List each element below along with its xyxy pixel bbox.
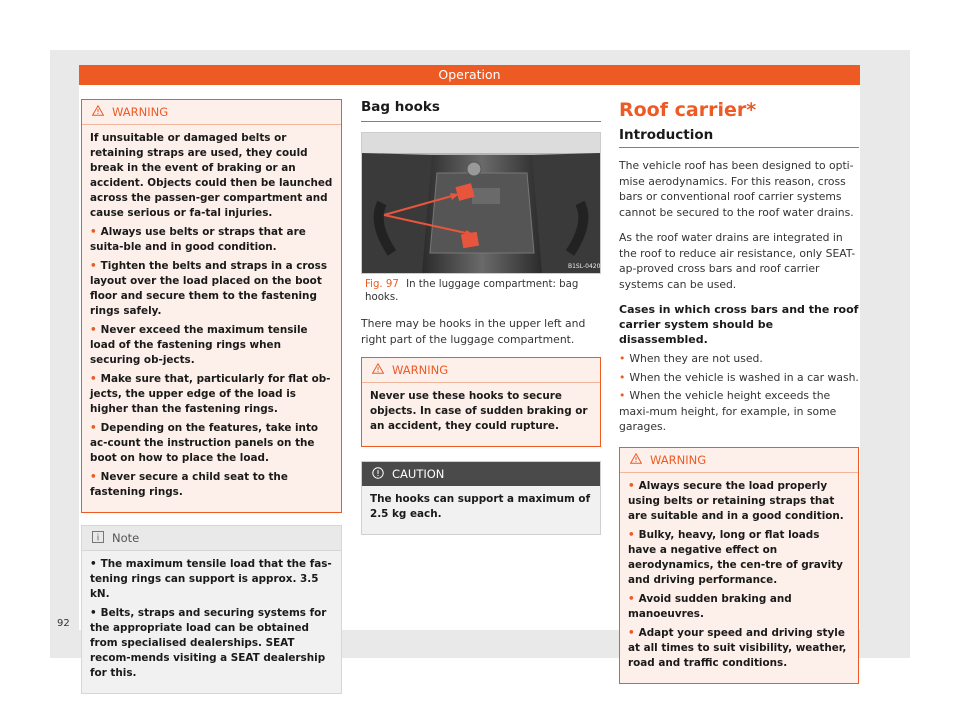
column-right (619, 99, 859, 684)
caution-header (362, 462, 600, 486)
warning-bullet: • Adapt your speed and driving style at all times to suit visibility, weather, road and traffic conditions. (628, 626, 847, 669)
subsection-title-introduction: Introduction (619, 127, 859, 148)
note-box (81, 525, 342, 694)
warning-header (82, 100, 341, 125)
caution-box (361, 461, 601, 535)
warning-bullet: • Make sure that, particularly for flat ob-jects, the upper edge of the load is higher than the fastening rings. (90, 373, 331, 415)
warning-box-roof (619, 447, 859, 684)
warning-box-hooks (361, 357, 601, 447)
note-header (82, 526, 341, 551)
warning-header (362, 358, 600, 383)
note-label: Note (112, 531, 140, 545)
caution-icon (372, 467, 384, 482)
figure-code: B1SL-0420 (568, 263, 600, 270)
warning-triangle-icon (92, 105, 104, 119)
warning-header (620, 448, 858, 473)
caution-text: The hooks can support a maximum of 2.5 kg each. (370, 493, 591, 520)
warning-triangle-icon (372, 363, 384, 377)
roof-paragraph-1: The vehicle roof has been designed to opti-mise aerodynamics. For this reason, cross bars or conventional roof carrier systems cannot be secured to the roof water drains. (619, 159, 854, 219)
warning-bullet: • Never secure a child seat to the fastening rings. (90, 471, 288, 498)
caution-label: CAUTION (392, 467, 445, 481)
luggage-compartment-photo (362, 133, 600, 273)
case-item: • When the vehicle is washed in a car wash. (619, 370, 859, 384)
warning-bullet: • Never exceed the maximum tensile load of the fastening rings when securing ob-jects. (90, 324, 308, 366)
case-item: • When they are not used. (619, 352, 763, 365)
column-left (81, 99, 342, 694)
manual-page (57, 65, 860, 679)
figure-caption (365, 278, 601, 304)
warning-intro: If unsuitable or damaged belts or retaining straps are used, they could break in the event of braking or an accident. Objects could then be launched across the passen-ger compartment and cause serious or fa-tal injuries. (90, 132, 333, 219)
warning-bullet: • Always use belts or straps that are suita-ble and in good condition. (90, 226, 306, 253)
chapter-header: Operation (79, 65, 860, 85)
cases-heading: Cases in which cross bars and the roof carrier system should be disassembled. (619, 303, 859, 346)
page-number: 92 (57, 618, 70, 629)
section-title-roof-carrier: Roof carrier* (619, 99, 757, 121)
warning-bullet: • Always secure the load properly using belts or retaining straps that are suitable and in a good condition. (628, 479, 844, 522)
figure-caption-text: In the luggage compartment: bag hooks. (365, 279, 579, 303)
column-middle (361, 99, 601, 535)
warning-bullet: • Tighten the belts and straps in a cross layout over the load placed on the boot floor and secure them to the fastening rings safely. (90, 260, 328, 317)
case-item: • When the vehicle height exceeds the maxi-mum height, for example, in some garages. (619, 389, 837, 433)
note-bullet: • The maximum tensile load that the fas-tening rings can support is approx. 3.5 kN. (90, 558, 332, 600)
roof-paragraph-2: As the roof water drains are integrated in the roof to reduce air resistance, only SEAT-ap-proved cross bars and roof carrier systems can be used. (619, 231, 856, 291)
warning-box-belts (81, 99, 342, 513)
warning-triangle-icon (630, 453, 642, 467)
figure-number: Fig. 97 (365, 279, 399, 290)
bag-hooks-text: There may be hooks in the upper left and right part of the luggage compartment. (361, 317, 586, 346)
warning-label: WARNING (392, 363, 449, 377)
warning-text: Never use these hooks to secure objects. In case of sudden braking or an accident, they could rupture. (370, 390, 588, 432)
warning-bullet: • Avoid sudden braking and manoeuvres. (628, 592, 792, 620)
info-icon (92, 531, 104, 546)
note-bullet: • Belts, straps and securing systems for the appropriate load can be obtained from specialised dealerships. SEAT recom-mends visiting a SEAT dealership for this. (90, 607, 327, 679)
figure-97 (361, 132, 601, 274)
warning-label: WARNING (112, 105, 169, 119)
section-title-bag-hooks: Bag hooks (361, 99, 601, 122)
warning-bullet: • Depending on the features, take into ac-count the instruction panels on the boot on how to place the load. (90, 422, 319, 464)
warning-label: WARNING (650, 452, 707, 467)
warning-bullet: • Bulky, heavy, long or flat loads have a negative effect on aerodynamics, the cen-tre of gravity and driving performance. (628, 528, 843, 586)
